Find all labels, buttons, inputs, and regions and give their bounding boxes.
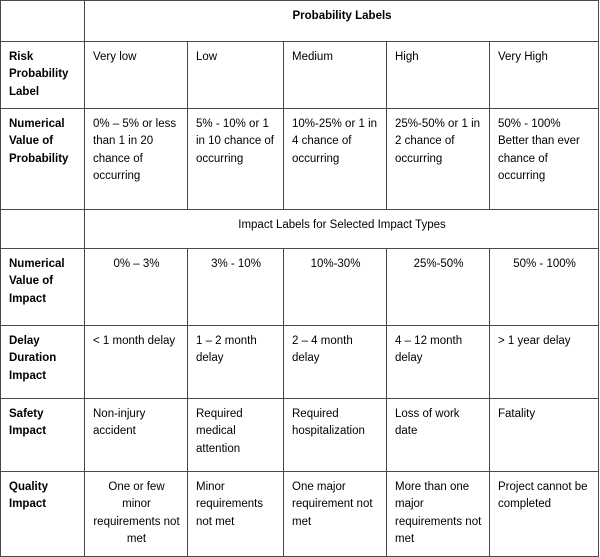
row-header-numerical-value-of-probability: Numerical Value of Probability bbox=[1, 109, 85, 210]
table-row-probability-banner bbox=[1, 1, 599, 42]
row-header-risk-probability-label: Risk Probability Label bbox=[1, 42, 85, 109]
impact-labels-banner: Impact Labels for Selected Impact Types bbox=[85, 210, 599, 249]
cell-low: Low bbox=[188, 42, 284, 109]
cell-delay-very-low: < 1 month delay bbox=[85, 326, 188, 399]
cell-prob-low: 5% - 10% or 1 in 10 chance of occurring bbox=[188, 109, 284, 210]
probability-labels-banner: Probability Labels bbox=[85, 1, 599, 42]
cell-high: High bbox=[387, 42, 490, 109]
row-header-quality-impact: Quality Impact bbox=[1, 472, 85, 557]
table-row bbox=[1, 399, 599, 472]
cell-prob-high: 25%-50% or 1 in 2 chance of occurring bbox=[387, 109, 490, 210]
table-row-impact-banner bbox=[1, 210, 599, 249]
row-header-delay-duration-impact: Delay Duration Impact bbox=[1, 326, 85, 399]
cell-prob-medium: 10%-25% or 1 in 4 chance of occurring bbox=[284, 109, 387, 210]
cell-impact-very-low: 0% – 3% bbox=[85, 249, 188, 326]
cell-safety-very-low: Non-injury accident bbox=[85, 399, 188, 472]
cell-delay-very-high: > 1 year delay bbox=[490, 326, 599, 399]
cell-safety-medium: Required hospitalization bbox=[284, 399, 387, 472]
table-row bbox=[1, 472, 599, 557]
cell-delay-high: 4 – 12 month delay bbox=[387, 326, 490, 399]
cell-very-low: Very low bbox=[85, 42, 188, 109]
corner-blank-cell-2 bbox=[1, 210, 85, 249]
cell-delay-medium: 2 – 4 month delay bbox=[284, 326, 387, 399]
cell-quality-low: Minor requirements not met bbox=[188, 472, 284, 557]
cell-quality-very-low: One or few minor requirements not met bbox=[85, 472, 188, 557]
row-header-safety-impact: Safety Impact bbox=[1, 399, 85, 472]
cell-safety-high: Loss of work date bbox=[387, 399, 490, 472]
cell-impact-high: 25%-50% bbox=[387, 249, 490, 326]
cell-quality-medium: One major requirement not met bbox=[284, 472, 387, 557]
cell-impact-medium: 10%-30% bbox=[284, 249, 387, 326]
corner-blank-cell bbox=[1, 1, 85, 42]
cell-safety-low: Required medical attention bbox=[188, 399, 284, 472]
cell-quality-very-high: Project cannot be completed bbox=[490, 472, 599, 557]
table-row bbox=[1, 249, 599, 326]
cell-safety-very-high: Fatality bbox=[490, 399, 599, 472]
cell-quality-high: More than one major requirements not met bbox=[387, 472, 490, 557]
cell-medium: Medium bbox=[284, 42, 387, 109]
table-row bbox=[1, 326, 599, 399]
cell-prob-very-low: 0% – 5% or less than 1 in 20 chance of occurring bbox=[85, 109, 188, 210]
row-header-numerical-value-of-impact: Numerical Value of Impact bbox=[1, 249, 85, 326]
cell-delay-low: 1 – 2 month delay bbox=[188, 326, 284, 399]
cell-very-high: Very High bbox=[490, 42, 599, 109]
table-row bbox=[1, 42, 599, 109]
cell-prob-very-high: 50% - 100% Better than ever chance of occurring bbox=[490, 109, 599, 210]
table-row bbox=[1, 109, 599, 210]
cell-impact-low: 3% - 10% bbox=[188, 249, 284, 326]
cell-impact-very-high: 50% - 100% bbox=[490, 249, 599, 326]
